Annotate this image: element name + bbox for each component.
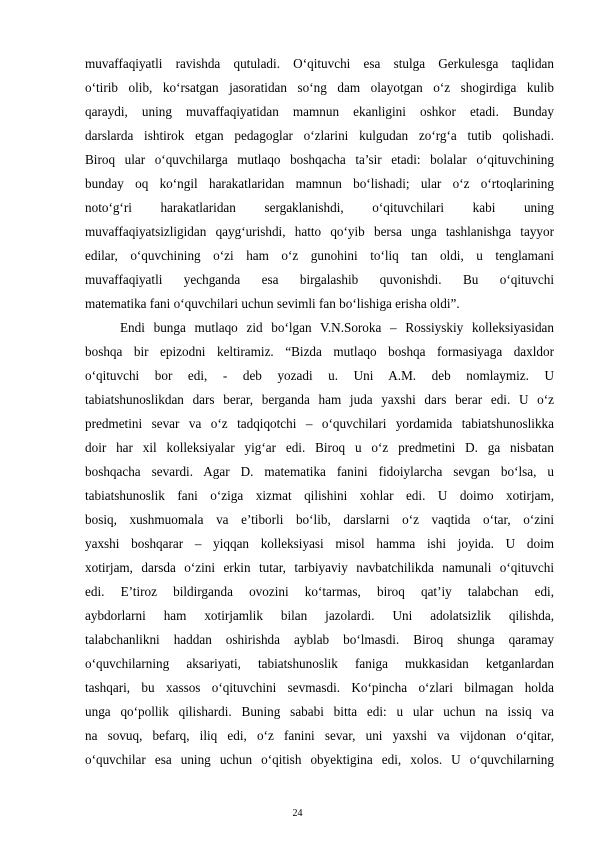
text-line: muvaffaqiyatli ravishda qutuladi. O‘qituvchi esa stulga Gerkulesga taqlidan [85, 56, 554, 71]
text-line: edilar, o‘quvchining o‘zi ham o‘z gunohini to‘liq tan oldi, u tenglamani [85, 248, 554, 263]
text-line: o‘tirib olib, ko‘rsatgan jasoratidan so‘ng dam olayotgan o‘z shogirdiga kulib [85, 80, 554, 95]
text-line: Endi bunga mutlaqo zid bo‘lgan V.N.Soroka – Rossiyskiy kolleksiyasidan [120, 320, 554, 335]
text-line: noto‘g‘ri harakatlaridan sergaklanishdi, o‘qituvchilari kabi uning [85, 200, 554, 215]
text-line: predmetini sevar va o‘z tadqiqotchi – o‘quvchilari yordamida tabiatshunoslikka [85, 416, 554, 431]
text-line: matematika fani o‘quvchilari uchun sevimli fan bo‘lishiga erisha oldi”. [85, 296, 460, 311]
text-line: o‘qituvchi bor edi, - deb yozadi u. Uni A.M. deb nomlaymiz. U [85, 368, 554, 383]
text-line: unga qo‘pollik qilishardi. Buning sababi bitta edi: u ular uchun na issiq va [85, 704, 554, 719]
text-line: muvaffaqiyatsizligidan qayg‘urishdi, hatto qo‘yib bersa unga tashlanishga tayyor [85, 224, 554, 239]
text-line: doir har xil kolleksiyalar yig‘ar edi. Biroq u o‘z predmetini D. ga nisbatan [85, 440, 554, 455]
text-line: bunday oq ko‘ngil harakatlaridan mamnun bo‘lishadi; ular o‘z o‘rtoqlarining [85, 176, 554, 191]
text-line: tabiatshunoslik fani o‘ziga xizmat qilishini xohlar edi. U doimo xotirjam, [85, 488, 554, 503]
text-line: qaraydi, uning muvaffaqiyatidan mamnun ekanligini oshkor etadi. Bunday [85, 104, 554, 119]
text-line: boshqacha sevardi. Agar D. matematika fanini fidoiylarcha sevgan bo‘lsa, u [85, 464, 554, 479]
text-line: tashqari, bu xassos o‘qituvchini sevmasdi. Ko‘pincha o‘zlari bilmagan holda [85, 680, 554, 695]
text-line: muvaffaqiyatli yechganda esa birgalashib quvonishdi. Bu o‘qituvchi [85, 272, 554, 287]
text-line: darslarda ishtirok etgan pedagoglar o‘zlarini kulgudan zo‘rg‘a tutib qolishadi. [85, 128, 554, 143]
body-text [85, 52, 554, 772]
text-line: yaxshi boshqarar – yiqqan kolleksiyasi misol hamma ishi joyida. U doim [85, 536, 554, 551]
page-number: 24 [292, 808, 303, 819]
paragraph-2 [85, 316, 554, 772]
text-line: bosiq, xushmuomala va e’tiborli bo‘lib, darslarni o‘z vaqtida o‘tar, o‘zini [85, 512, 554, 527]
text-line: o‘quvchilar esa uning uchun o‘qitish obyektigina edi, xolos. U o‘quvchilarning [85, 752, 554, 767]
text-line: boshqa bir epizodni keltiramiz. “Bizda mutlaqo boshqa formasiyaga daxldor [85, 344, 554, 359]
text-line: o‘quvchilarning aksariyati, tabiatshunoslik faniga mukkasidan ketganlardan [85, 656, 554, 671]
text-line: tabiatshunoslikdan dars berar, berganda ham juda yaxshi dars berar edi. U o‘z [85, 392, 554, 407]
text-line: talabchanlikni haddan oshirishda ayblab bo‘lmasdi. Biroq shunga qaramay [85, 632, 554, 647]
text-line: aybdorlarni ham xotirjamlik bilan jazolardi. Uni adolatsizlik qilishda, [85, 608, 554, 623]
text-line: na sovuq, befarq, iliq edi, o‘z fanini sevar, uni yaxshi va vijdonan o‘qitar, [85, 728, 554, 743]
text-line: Biroq ular o‘quvchilarga mutlaqo boshqacha ta’sir etadi: bolalar o‘qituvchining [85, 152, 554, 167]
text-line: edi. E’tiroz bildirganda ovozini ko‘tarmas, biroq qat’iy talabchan edi, [85, 584, 554, 599]
paragraph-1 [85, 52, 554, 316]
text-line: xotirjam, darsda o‘zini erkin tutar, tarbiyaviy navbatchilikda namunali o‘qituvchi [85, 560, 554, 575]
